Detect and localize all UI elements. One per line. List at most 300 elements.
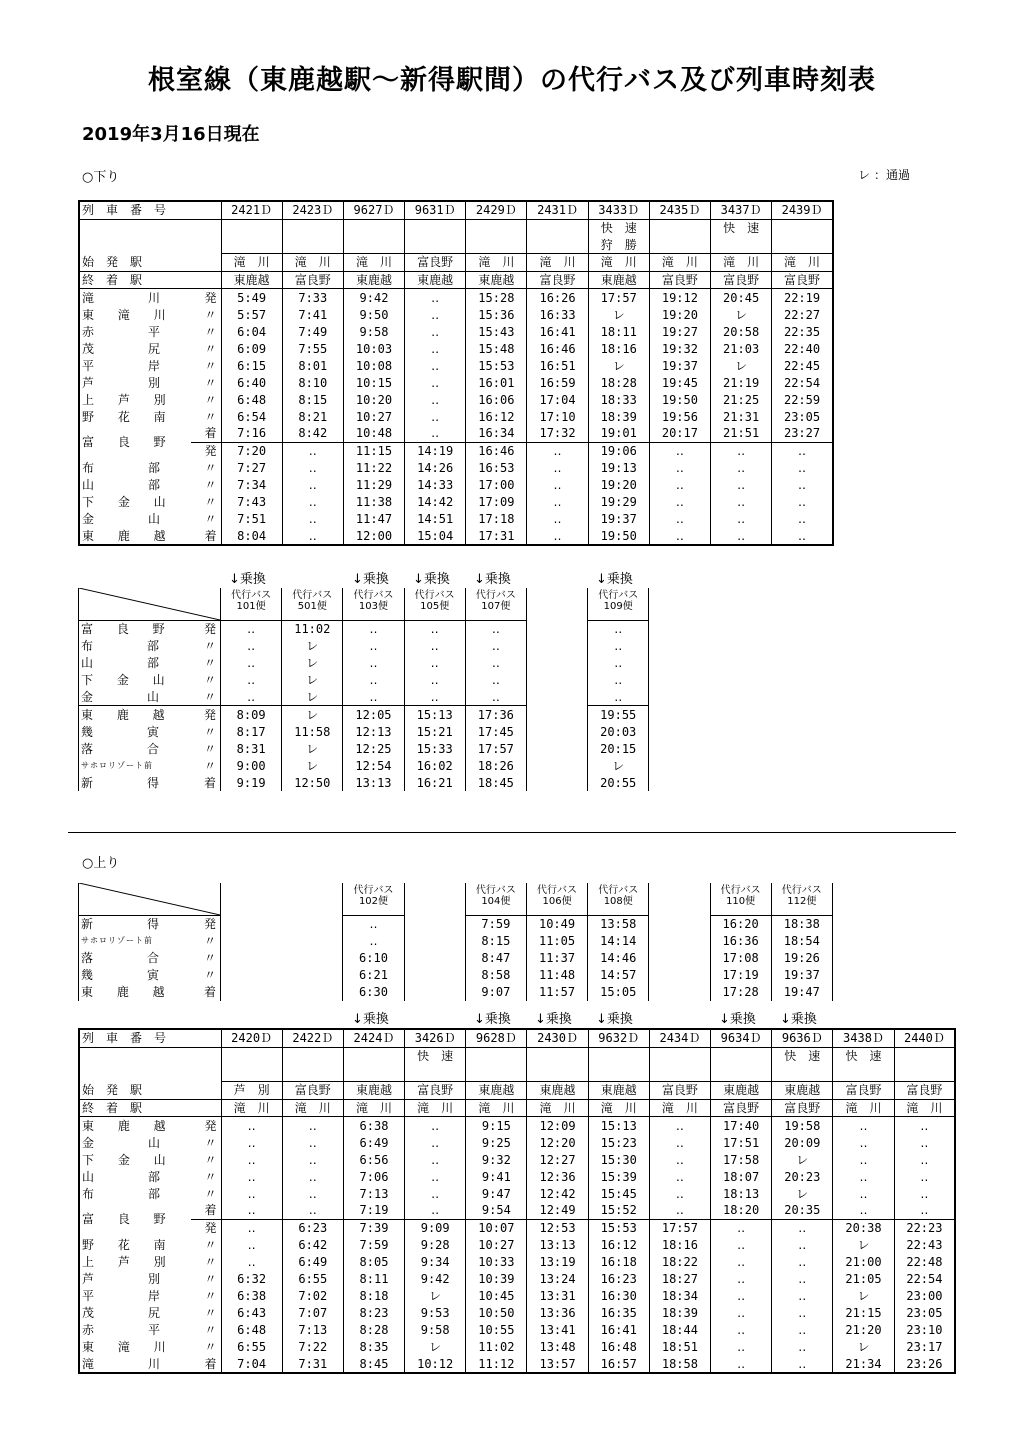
train-type (466, 219, 527, 236)
time-cell: レ (772, 1151, 833, 1168)
time-cell: ‥ (343, 621, 404, 638)
arr-dep-mark: 発 (191, 1117, 221, 1134)
time-cell: 16:02 (404, 757, 465, 774)
time-cell: 8:15 (465, 933, 526, 950)
time-cell: ‥ (894, 1134, 955, 1151)
station-name: 落 合 (79, 740, 191, 757)
time-cell: ‥ (404, 638, 465, 655)
arr-dep-mark: 〃 (191, 494, 221, 511)
time-cell: 17:40 (711, 1117, 772, 1134)
time-cell: 6:38 (343, 1117, 404, 1134)
time-cell: ‥ (405, 374, 466, 391)
gap-cell (526, 723, 587, 740)
arr-dep-mark: 発 (191, 442, 221, 459)
time-cell: 16:35 (588, 1305, 649, 1322)
train-name (649, 236, 710, 253)
transfer-marker: ↓乗換 (474, 572, 511, 587)
gap-cell (526, 672, 587, 689)
time-cell: 11:22 (343, 460, 404, 477)
gap-cell (221, 933, 343, 950)
train-number: 9632Ｄ (588, 1029, 649, 1047)
destination-station: 富良野 (527, 271, 588, 289)
time-cell: ‥ (711, 460, 772, 477)
gap-cell (526, 774, 587, 791)
arr-dep-mark: 〃 (191, 757, 221, 774)
station-name: 上 芦 別 (79, 1254, 191, 1271)
time-cell: 16:51 (527, 357, 588, 374)
time-cell: ‥ (711, 1322, 772, 1339)
time-cell: 19:20 (649, 306, 710, 323)
origin-station: 東鹿越 (466, 1082, 527, 1100)
time-cell: 7:07 (282, 1305, 343, 1322)
time-cell: 16:33 (527, 306, 588, 323)
time-cell: 15:23 (588, 1134, 649, 1151)
destination-station: 滝 川 (649, 1099, 710, 1117)
time-cell: 23:17 (894, 1339, 955, 1356)
station-name: 東 鹿 越 (79, 1117, 191, 1134)
train-type (405, 219, 466, 236)
time-cell: 6:43 (221, 1305, 282, 1322)
time-cell: 19:27 (649, 323, 710, 340)
train-number: 3438Ｄ (833, 1029, 894, 1047)
table-row (79, 357, 833, 374)
train-number: 9634Ｄ (711, 1029, 772, 1047)
time-cell: ‥ (894, 1185, 955, 1202)
time-cell: 12:00 (343, 528, 404, 546)
time-cell: ‥ (221, 638, 282, 655)
time-cell: 19:58 (772, 1117, 833, 1134)
arr-dep-mark: 着 (191, 425, 221, 442)
origin-station: 東鹿越 (772, 1082, 833, 1100)
station-name: 山 部 (79, 1168, 191, 1185)
time-cell: ‥ (405, 408, 466, 425)
destination-station: 滝 川 (405, 1099, 466, 1117)
table-row (79, 1322, 955, 1339)
station-name: サホロリゾート前 (79, 933, 191, 950)
time-cell: 21:03 (711, 340, 772, 357)
train-type (221, 219, 282, 236)
time-cell: レ (711, 306, 772, 323)
time-cell: ‥ (649, 1202, 710, 1219)
train-type (221, 1047, 282, 1064)
origin-station: 滝 川 (282, 254, 343, 272)
time-cell: ‥ (282, 477, 343, 494)
destination-station: 滝 川 (343, 1099, 404, 1117)
time-cell: 22:35 (772, 323, 833, 340)
gap-cell (526, 757, 587, 774)
time-cell: ‥ (221, 1117, 282, 1134)
blank-cell (343, 1064, 404, 1081)
train-type (649, 1047, 710, 1064)
train-type: 快 速 (588, 219, 649, 236)
time-cell: 12:05 (343, 706, 404, 723)
time-cell: 18:54 (771, 933, 832, 950)
arr-dep-mark: 着 (191, 774, 221, 791)
time-cell: 10:15 (343, 374, 404, 391)
time-cell: 9:07 (465, 984, 526, 1001)
header-diagonal (79, 588, 221, 621)
time-cell: ‥ (833, 1202, 894, 1219)
time-cell: 12:54 (343, 757, 404, 774)
time-cell: 19:32 (649, 340, 710, 357)
train-type: 快 速 (833, 1047, 894, 1064)
table-row (79, 477, 833, 494)
time-cell: レ (282, 689, 343, 706)
time-cell: 14:14 (588, 933, 649, 950)
time-cell: 20:03 (588, 723, 649, 740)
time-cell: ‥ (649, 1185, 710, 1202)
station-name: 富 良 野 (79, 1202, 191, 1236)
time-cell: 18:16 (588, 340, 649, 357)
up-section-label: ○上り (82, 856, 120, 871)
time-cell: 9:09 (405, 1219, 466, 1236)
arr-dep-mark: 発 (191, 289, 221, 306)
time-cell: ‥ (282, 1202, 343, 1219)
table-row (79, 1288, 955, 1305)
time-cell: 9:00 (221, 757, 282, 774)
time-cell: 18:22 (649, 1254, 710, 1271)
time-cell: ‥ (221, 1202, 282, 1219)
arr-dep-mark: 〃 (191, 740, 221, 757)
time-cell: ‥ (711, 1219, 772, 1236)
time-cell: 19:55 (588, 706, 649, 723)
gap-cell (526, 621, 587, 638)
time-cell: ‥ (282, 460, 343, 477)
time-cell: ‥ (527, 477, 588, 494)
time-cell: 7:16 (221, 425, 282, 442)
time-cell: 12:42 (527, 1185, 588, 1202)
station-name: サホロリゾート前 (79, 757, 191, 774)
time-cell: 18:34 (649, 1288, 710, 1305)
time-cell: 9:58 (405, 1322, 466, 1339)
time-cell: 16:53 (466, 460, 527, 477)
origin-station: 富良野 (282, 1082, 343, 1100)
origin-station: 滝 川 (343, 254, 404, 272)
time-cell: 16:20 (710, 916, 771, 933)
time-cell: 6:10 (343, 950, 404, 967)
gap-cell (221, 950, 343, 967)
time-cell: 15:53 (588, 1219, 649, 1236)
arr-dep-mark: 〃 (191, 391, 221, 408)
time-cell: 16:41 (588, 1322, 649, 1339)
time-cell: 21:20 (833, 1322, 894, 1339)
station-name: 芦 別 (79, 1271, 191, 1288)
time-cell: ‥ (772, 1254, 833, 1271)
arr-dep-mark: 〃 (191, 511, 221, 528)
origin-station: 芦 別 (221, 1082, 282, 1100)
time-cell: ‥ (711, 528, 772, 546)
transfer-marker: ↓乗換 (352, 1012, 389, 1027)
time-cell: 9:32 (466, 1151, 527, 1168)
time-cell: ‥ (405, 1202, 466, 1219)
time-cell: ‥ (772, 1219, 833, 1236)
time-cell: 10:49 (526, 916, 587, 933)
time-cell: 15:45 (588, 1185, 649, 1202)
time-cell: ‥ (343, 933, 404, 950)
time-cell: 10:03 (343, 340, 404, 357)
time-cell: 6:56 (343, 1151, 404, 1168)
time-cell: ‥ (527, 460, 588, 477)
time-cell: ‥ (221, 672, 282, 689)
time-cell: 8:58 (465, 967, 526, 984)
time-cell: レ (282, 740, 343, 757)
train-number: 2424Ｄ (343, 1029, 404, 1047)
time-cell: レ (588, 306, 649, 323)
time-cell: 22:40 (772, 340, 833, 357)
time-cell: 12:36 (527, 1168, 588, 1185)
station-name: 平 岸 (79, 357, 191, 374)
time-cell: ‥ (527, 528, 588, 546)
destination-station: 滝 川 (588, 1099, 649, 1117)
train-number: 2430Ｄ (527, 1029, 588, 1047)
time-cell: 20:55 (588, 774, 649, 791)
gap-cell (649, 883, 710, 916)
time-cell: ‥ (221, 1219, 282, 1236)
table-row (79, 723, 649, 740)
time-cell: 6:49 (343, 1134, 404, 1151)
time-cell: 6:54 (221, 408, 282, 425)
time-cell: 21:05 (833, 1271, 894, 1288)
time-cell: 22:43 (894, 1237, 955, 1254)
train-name (772, 236, 833, 253)
time-cell: 16:36 (710, 933, 771, 950)
time-cell: 7:31 (282, 1356, 343, 1374)
origin-station: 滝 川 (588, 254, 649, 272)
time-cell: 17:51 (711, 1134, 772, 1151)
train-type (711, 1047, 772, 1064)
time-cell: レ (282, 672, 343, 689)
origin-station: 富良野 (405, 254, 466, 272)
destination-station: 滝 川 (833, 1099, 894, 1117)
arr-dep-mark: 着 (191, 1202, 221, 1219)
origin-station: 東鹿越 (343, 1082, 404, 1100)
time-cell: レ (711, 357, 772, 374)
time-cell: 22:48 (894, 1254, 955, 1271)
time-cell: ‥ (649, 1117, 710, 1134)
time-cell: 19:50 (588, 528, 649, 546)
time-cell: 14:46 (588, 950, 649, 967)
train-number: 2435Ｄ (649, 201, 710, 219)
time-cell: 16:30 (588, 1288, 649, 1305)
time-cell: 18:38 (771, 916, 832, 933)
station-name: 金 山 (79, 1134, 191, 1151)
gap-cell (221, 883, 343, 916)
table-row (79, 1219, 955, 1236)
time-cell: ‥ (282, 494, 343, 511)
origin-station: 滝 川 (649, 254, 710, 272)
gap-cell (649, 916, 710, 933)
table-row (79, 638, 649, 655)
destination-station: 富良野 (772, 271, 833, 289)
time-cell: ‥ (343, 655, 404, 672)
arr-dep-mark: 〃 (191, 1288, 221, 1305)
time-cell: ‥ (282, 511, 343, 528)
time-cell: 6:38 (221, 1288, 282, 1305)
arr-dep-mark: 〃 (191, 689, 221, 706)
time-cell: 19:26 (771, 950, 832, 967)
table-row (79, 511, 833, 528)
time-cell: 18:39 (588, 408, 649, 425)
time-cell: ‥ (405, 289, 466, 306)
arr-dep-mark: 〃 (191, 460, 221, 477)
time-cell: ‥ (405, 340, 466, 357)
time-cell: ‥ (282, 442, 343, 459)
time-cell: 20:23 (772, 1168, 833, 1185)
time-cell: 22:54 (894, 1271, 955, 1288)
time-cell: 18:16 (649, 1237, 710, 1254)
arr-dep-mark: 〃 (191, 672, 221, 689)
blank-cell (833, 1064, 894, 1081)
time-cell: レ (405, 1339, 466, 1356)
time-cell: 12:09 (527, 1117, 588, 1134)
time-cell: 8:15 (282, 391, 343, 408)
table-row (79, 408, 833, 425)
time-cell: 7:33 (282, 289, 343, 306)
time-cell: 12:49 (527, 1202, 588, 1219)
origin-station: 滝 川 (466, 254, 527, 272)
time-cell: 9:47 (466, 1185, 527, 1202)
time-cell: 14:26 (405, 460, 466, 477)
blank-cell (79, 1047, 221, 1081)
time-cell: 11:38 (343, 494, 404, 511)
gap-cell (221, 984, 343, 1001)
table-row (79, 967, 833, 984)
transfer-marker: ↓乗換 (596, 572, 633, 587)
time-cell: ‥ (405, 391, 466, 408)
origin-station: 東鹿越 (527, 1082, 588, 1100)
time-cell: レ (282, 638, 343, 655)
time-cell: 21:34 (833, 1356, 894, 1374)
time-cell: ‥ (221, 1254, 282, 1271)
station-name: 布 部 (79, 460, 191, 477)
time-cell: 9:53 (405, 1305, 466, 1322)
time-cell: ‥ (772, 1271, 833, 1288)
arr-dep-mark: 〃 (191, 638, 221, 655)
time-cell: ‥ (772, 1322, 833, 1339)
time-cell: ‥ (465, 689, 526, 706)
blank-cell (282, 1064, 343, 1081)
time-cell: 7:43 (221, 494, 282, 511)
time-cell: ‥ (221, 655, 282, 672)
train-type (282, 219, 343, 236)
table-row (79, 1305, 955, 1322)
time-cell: 16:21 (404, 774, 465, 791)
table-row (79, 655, 649, 672)
time-cell: 19:06 (588, 442, 649, 459)
arr-dep-mark: 〃 (191, 374, 221, 391)
time-cell: ‥ (588, 655, 649, 672)
arr-dep-mark: 着 (191, 528, 221, 546)
time-cell: ‥ (833, 1117, 894, 1134)
time-cell: ‥ (649, 528, 710, 546)
time-cell: ‥ (649, 494, 710, 511)
train-number: 9636Ｄ (772, 1029, 833, 1047)
train-number: 2431Ｄ (527, 201, 588, 219)
time-cell: 13:31 (527, 1288, 588, 1305)
time-cell: 18:28 (588, 374, 649, 391)
time-cell: ‥ (221, 1185, 282, 1202)
time-cell: 20:38 (833, 1219, 894, 1236)
time-cell: 6:04 (221, 323, 282, 340)
transfer-marker: ↓乗換 (596, 1012, 633, 1027)
time-cell: 7:59 (343, 1237, 404, 1254)
time-cell: 8:28 (343, 1322, 404, 1339)
time-cell: レ (833, 1339, 894, 1356)
arr-dep-mark: 〃 (191, 1168, 221, 1185)
time-cell: 6:42 (282, 1237, 343, 1254)
bus-header: 代行バス 103便 (343, 588, 404, 621)
blank-cell (221, 1064, 282, 1081)
time-cell: 16:26 (527, 289, 588, 306)
train-type (527, 1047, 588, 1064)
station-name: 落 合 (79, 950, 191, 967)
time-cell: ‥ (405, 357, 466, 374)
time-cell: 16:46 (527, 340, 588, 357)
time-cell: ‥ (894, 1151, 955, 1168)
station-name: 東 鹿 越 (79, 706, 191, 723)
time-cell: レ (282, 655, 343, 672)
train-number-header: 列 車 番 号 (79, 201, 221, 219)
table-row (79, 306, 833, 323)
table-row (79, 757, 649, 774)
table-row (79, 740, 649, 757)
gap-cell (526, 689, 587, 706)
station-name: 下 金 山 (79, 1151, 191, 1168)
time-cell: 14:57 (588, 967, 649, 984)
time-cell: ‥ (221, 621, 282, 638)
time-cell: ‥ (405, 306, 466, 323)
gap-cell (404, 916, 465, 933)
time-cell: 15:39 (588, 1168, 649, 1185)
time-cell: レ (588, 357, 649, 374)
transfer-marker: ↓乗換 (474, 1012, 511, 1027)
up-train-table (78, 1028, 956, 1374)
table-row (79, 1339, 955, 1356)
time-cell: 9:54 (466, 1202, 527, 1219)
time-cell: 8:35 (343, 1339, 404, 1356)
time-cell: 19:37 (588, 511, 649, 528)
time-cell: レ (405, 1288, 466, 1305)
time-cell: ‥ (282, 1151, 343, 1168)
train-number: 2434Ｄ (649, 1029, 710, 1047)
time-cell: ‥ (711, 1254, 772, 1271)
arr-dep-mark: 〃 (191, 1271, 221, 1288)
time-cell: 17:58 (711, 1151, 772, 1168)
time-cell: ‥ (465, 621, 526, 638)
time-cell: 20:45 (711, 289, 772, 306)
time-cell: ‥ (711, 1305, 772, 1322)
station-name: 茂 尻 (79, 1305, 191, 1322)
bus-header: 代行バス 108便 (588, 883, 649, 916)
station-name: 金 山 (79, 511, 191, 528)
time-cell: 6:32 (221, 1271, 282, 1288)
time-cell: 7:55 (282, 340, 343, 357)
time-cell: 10:27 (466, 1237, 527, 1254)
train-number: 2420Ｄ (221, 1029, 282, 1047)
time-cell: 5:49 (221, 289, 282, 306)
time-cell: 15:05 (588, 984, 649, 1001)
time-cell: ‥ (711, 1237, 772, 1254)
arr-dep-mark: 着 (191, 1356, 221, 1374)
table-row (79, 1117, 955, 1134)
table-row (79, 460, 833, 477)
time-cell: 7:20 (221, 442, 282, 459)
time-cell: ‥ (649, 442, 710, 459)
table-row (79, 1237, 955, 1254)
time-cell: 10:55 (466, 1322, 527, 1339)
time-cell: ‥ (711, 442, 772, 459)
time-cell: 10:33 (466, 1254, 527, 1271)
